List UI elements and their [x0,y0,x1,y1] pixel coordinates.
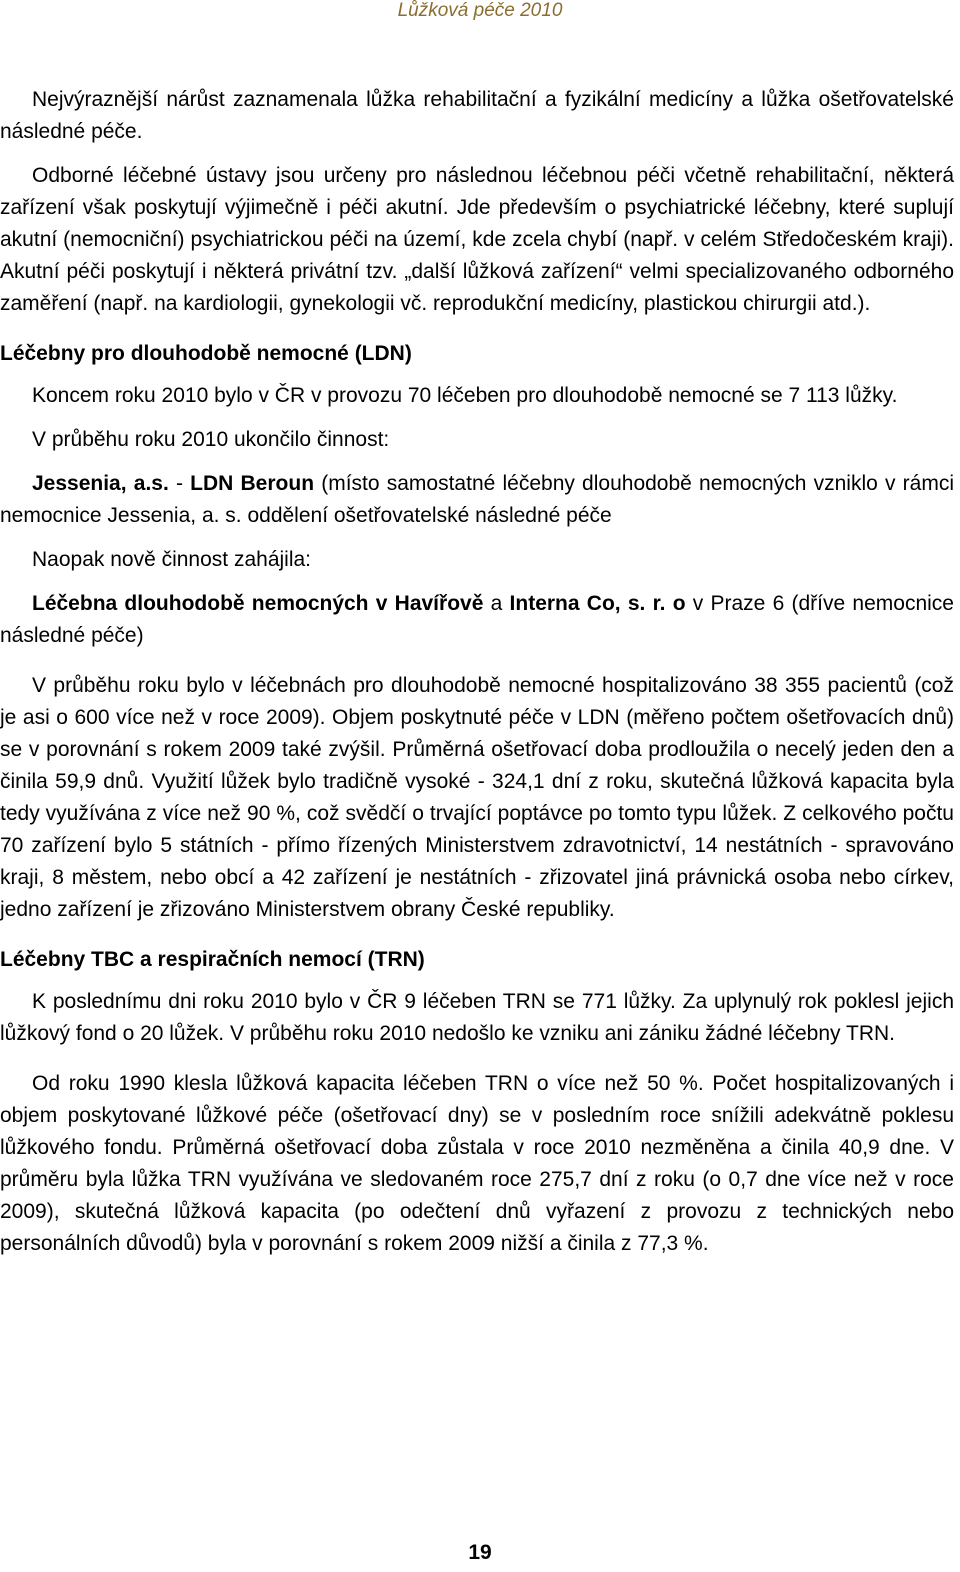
paragraph: Od roku 1990 klesla lůžková kapacita léčeben TRN o více než 50 %. Počet hospitalizovaných i objem poskytované lůžkové péče (ošetřovací dny) se v posledním roce snížili adekvátně poklesu lůžkového fondu. Průměrná ošetřovací doba zůstala v roce 2010 nezměněna a činila 40,9 dne. V průměru byla lůžka TRN využívána ve sledovaném roce 275,7 dní z roku (o 0,7 dne více než v roce 2009), skutečná lůžková kapacita (po odečtení dnů vyřazení z provozu z technických nebo personálních důvodů) byla v porovnání s rokem 2009 nižší a činila z 77,3 %. [0,1072,954,1255]
running-header: Lůžková péče 2010 [397,0,563,21]
paragraph [0,468,954,532]
paragraph: Koncem roku 2010 bylo v ČR v provozu 70 léčeben pro dlouhodobě nemocné se 7 113 lůžky. [32,384,898,407]
section-heading: Léčebny pro dlouhodobě nemocné (LDN) [0,342,412,365]
paragraph: Odborné léčebné ústavy jsou určeny pro následnou léčebnou péči včetně rehabilitační, některá zařízení však poskytují výjimečně i péči akutní. Jde především o psychiatrické léčebny, které suplují akutní (nemocniční) psychiatrickou péči na území, kde zcela chybí (např. v celém Středočeském kraji). Akutní péči poskytují i některá privátní tzv. „další lůžková zařízení“ velmi specializovaného odborného zaměření (např. na kardiologii, gynekologii vč. reprodukční medicíny, plastickou chirurgii atd.). [0,164,954,315]
paragraph [0,588,954,652]
text: v Praze 6 (dříve nemocnice následné péče) [0,592,954,647]
bold-text: Léčebna dlouhodobě nemocných v Havířově [32,592,484,615]
bold-text: LDN Beroun [190,472,315,495]
document-body [0,84,954,1260]
text: (místo samostatné léčebny dlouhodobě nemocných vzniklo v rámci nemocnice Jessenia, a. s. oddělení ošetřovatelské následné péče [0,472,955,527]
page-number: 19 [468,1541,492,1564]
section-heading: Léčebny TBC a respiračních nemocí (TRN) [0,948,425,971]
paragraph: Nejvýraznější nárůst zaznamenala lůžka rehabilitační a fyzikální medicíny a lůžka ošetřovatelské následné péče. [0,88,954,143]
paragraph: Naopak nově činnost zahájila: [32,548,312,571]
paragraph: K poslednímu dni roku 2010 bylo v ČR 9 léčeben TRN se 771 lůžky. Za uplynulý rok poklesl jejich lůžkový fond o 20 lůžek. V průběhu roku 2010 nedošlo ke vzniku ani zániku žádné léčebny TRN. [0,990,954,1045]
text: - [168,472,191,495]
bold-text: Jessenia, a.s. [32,472,169,495]
paragraph: V průběhu roku bylo v léčebnách pro dlouhodobě nemocné hospitalizováno 38 355 pacientů (což je asi o 600 více než v roce 2009). Objem poskytnuté péče v LDN (měřeno počtem ošetřovacích dnů) se v porovnání s rokem 2009 také zvýšil. Průměrná ošetřovací doba prodloužila o necelý jeden den a činila 59,9 dnů. Využití lůžek bylo tradičně vysoké - 324,1 dní z roku, skutečná lůžková kapacita byla tedy využívána z více než 90 %, což svědčí o trvající poptávce po tomto typu lůžek. Z celkového počtu 70 zařízení bylo 5 státních - přímo řízených Ministerstvem zdravotnictví, 14 nestátních - spravováno kraji, 8 městem, nebo obcí a 42 zařízení je nestátních - zřizovatel jiná právnická osoba nebo církev, jedno zařízení je zřizováno Ministerstvem obrany České republiky. [0,674,954,921]
text: a [483,592,510,615]
bold-text: Interna Co, s. r. o [509,592,686,615]
paragraph: V průběhu roku 2010 ukončilo činnost: [32,428,390,451]
